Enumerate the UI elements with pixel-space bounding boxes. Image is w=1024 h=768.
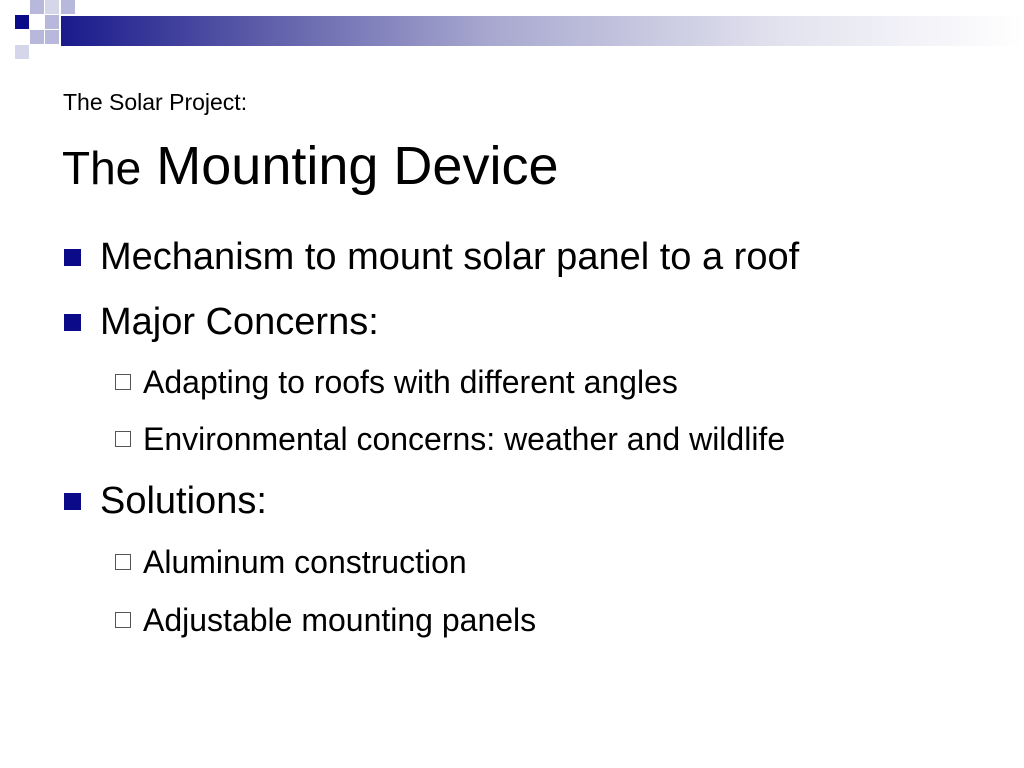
bullet-text: Aluminum construction bbox=[143, 543, 467, 580]
sub-bullet-item bbox=[115, 600, 536, 640]
hollow-square-bullet-icon bbox=[115, 431, 131, 447]
title-prefix: The bbox=[62, 142, 142, 194]
bullet-text: Solutions: bbox=[100, 479, 267, 522]
bullet-text: Adapting to roofs with different angles bbox=[143, 363, 678, 400]
slide-subtitle: The Solar Project: bbox=[63, 89, 248, 115]
sub-bullet-item bbox=[115, 362, 678, 402]
title-text: Mounting Device bbox=[141, 136, 559, 196]
filled-square-bullet-icon bbox=[64, 493, 81, 510]
bullet-item bbox=[64, 299, 379, 345]
filled-square-bullet-icon bbox=[64, 314, 81, 331]
bullet-item bbox=[64, 478, 267, 524]
bullet-text: Environmental concerns: weather and wildlife bbox=[143, 420, 786, 457]
bullet-text: Major Concerns: bbox=[100, 300, 379, 343]
hollow-square-bullet-icon bbox=[115, 612, 131, 628]
sub-bullet-item bbox=[115, 419, 785, 459]
hollow-square-bullet-icon bbox=[115, 554, 131, 570]
bullet-text: Mechanism to mount solar panel to a roof bbox=[100, 235, 800, 278]
hollow-square-bullet-icon bbox=[115, 374, 131, 390]
bullet-text: Adjustable mounting panels bbox=[143, 601, 537, 638]
sub-bullet-item bbox=[115, 542, 467, 582]
bullet-item bbox=[64, 234, 799, 280]
filled-square-bullet-icon bbox=[64, 249, 81, 266]
